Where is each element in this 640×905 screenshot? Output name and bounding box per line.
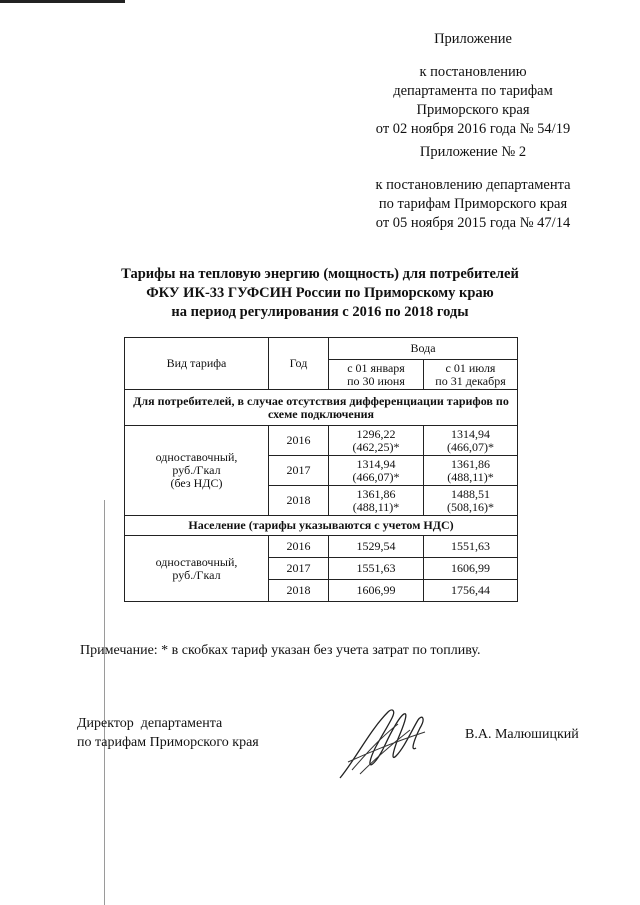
appendix2-block — [365, 143, 581, 233]
appendix2-line: к постановлению департамента — [375, 177, 571, 193]
section2-tariff-label — [125, 536, 269, 602]
value-main: 1314,94 — [356, 456, 396, 471]
title-line: ФКУ ИК-33 ГУФСИН России по Приморскому краю — [146, 285, 494, 301]
appendix2-line: от 05 ноября 2015 года № 47/14 — [375, 215, 571, 231]
value-cell — [424, 456, 518, 486]
signatory-position — [77, 714, 259, 752]
appendix-heading: Приложение — [434, 31, 512, 47]
period1-line: по 30 июня — [347, 373, 405, 388]
period2-line: с 01 июля — [445, 360, 496, 375]
scan-top-line — [0, 0, 125, 3]
appendix2-heading: Приложение № 2 — [419, 144, 527, 160]
value-cell: 1606,99 — [329, 580, 424, 602]
value-fuelless: (462,25)* — [352, 439, 400, 454]
document-title — [100, 265, 540, 322]
year-cell: 2018 — [269, 486, 329, 516]
value-fuelless: (466,07)* — [447, 439, 494, 454]
value-main: 1361,86 — [356, 486, 396, 501]
tariff-label-line: одноставочный, — [155, 450, 238, 464]
title-line: на период регулирования с 2016 по 2018 годы — [171, 304, 469, 320]
value-main: 1296,22 — [356, 426, 396, 441]
value-cell: 1551,63 — [424, 536, 518, 558]
section2-row — [125, 516, 518, 536]
period1-line: с 01 января — [347, 360, 405, 375]
value-cell: 1606,99 — [424, 558, 518, 580]
appendix-line: от 02 ноября 2016 года № 54/19 — [375, 121, 571, 137]
value-main: 1361,86 — [451, 456, 490, 471]
tariff-label-line: одноставочный, — [155, 554, 238, 569]
value-cell: 1756,44 — [424, 580, 518, 602]
director-name: В.А. Малюшицкий — [465, 727, 579, 742]
table-row — [125, 536, 518, 558]
footnote: Примечание: * в скобках тариф указан без учета затрат по топливу. — [80, 643, 481, 658]
header-period-1 — [329, 360, 424, 390]
section1-title: Для потребителей, в случае отсутствия дифференциации тарифов по схеме подключения — [125, 390, 518, 426]
value-cell: 1551,63 — [329, 558, 424, 580]
header-year: Год — [269, 338, 329, 390]
year-cell: 2016 — [269, 426, 329, 456]
value-fuelless: (508,16)* — [447, 499, 494, 514]
appendix-line: Приморского края — [416, 102, 530, 118]
handwritten-signature — [330, 700, 440, 785]
title-line: Тарифы на тепловую энергию (мощность) для потребителей — [121, 266, 519, 282]
value-cell — [329, 426, 424, 456]
value-cell — [424, 486, 518, 516]
appendix-line: департамента по тарифам — [393, 83, 553, 99]
value-cell — [329, 456, 424, 486]
value-main: 1488,51 — [451, 486, 490, 501]
table-row — [125, 426, 518, 456]
scan-fold-line — [104, 500, 105, 905]
value-fuelless: (466,07)* — [352, 469, 400, 484]
year-cell: 2016 — [269, 536, 329, 558]
tariff-table — [124, 337, 518, 602]
value-main: 1314,94 — [451, 426, 490, 441]
header-row — [125, 338, 518, 360]
appendix2-line: по тарифам Приморского края — [378, 196, 568, 212]
period2-line: по 31 декабря — [435, 373, 506, 388]
header-tariff-type: Вид тарифа — [125, 338, 269, 390]
tariff-label-line: руб./Гкал — [172, 463, 221, 477]
position-line: по тарифам Приморского края — [77, 735, 259, 750]
year-cell: 2017 — [269, 456, 329, 486]
header-period-2 — [424, 360, 518, 390]
value-fuelless: (488,11)* — [352, 499, 400, 514]
year-cell: 2018 — [269, 580, 329, 602]
year-cell: 2017 — [269, 558, 329, 580]
section1-tariff-label — [125, 426, 269, 516]
tariff-label-line: руб./Гкал — [172, 567, 221, 582]
value-cell: 1529,54 — [329, 536, 424, 558]
appendix-line: к постановлению — [419, 64, 527, 80]
value-cell — [329, 486, 424, 516]
value-fuelless: (488,11)* — [447, 469, 494, 484]
header-water: Вода — [329, 338, 518, 360]
position-line: Директор департамента — [77, 716, 223, 731]
value-cell — [424, 426, 518, 456]
section1-row — [125, 390, 518, 426]
section2-title: Население (тарифы указываются с учетом НДС) — [125, 516, 518, 536]
tariff-label-line: (без НДС) — [170, 476, 223, 490]
appendix-block — [365, 30, 581, 139]
